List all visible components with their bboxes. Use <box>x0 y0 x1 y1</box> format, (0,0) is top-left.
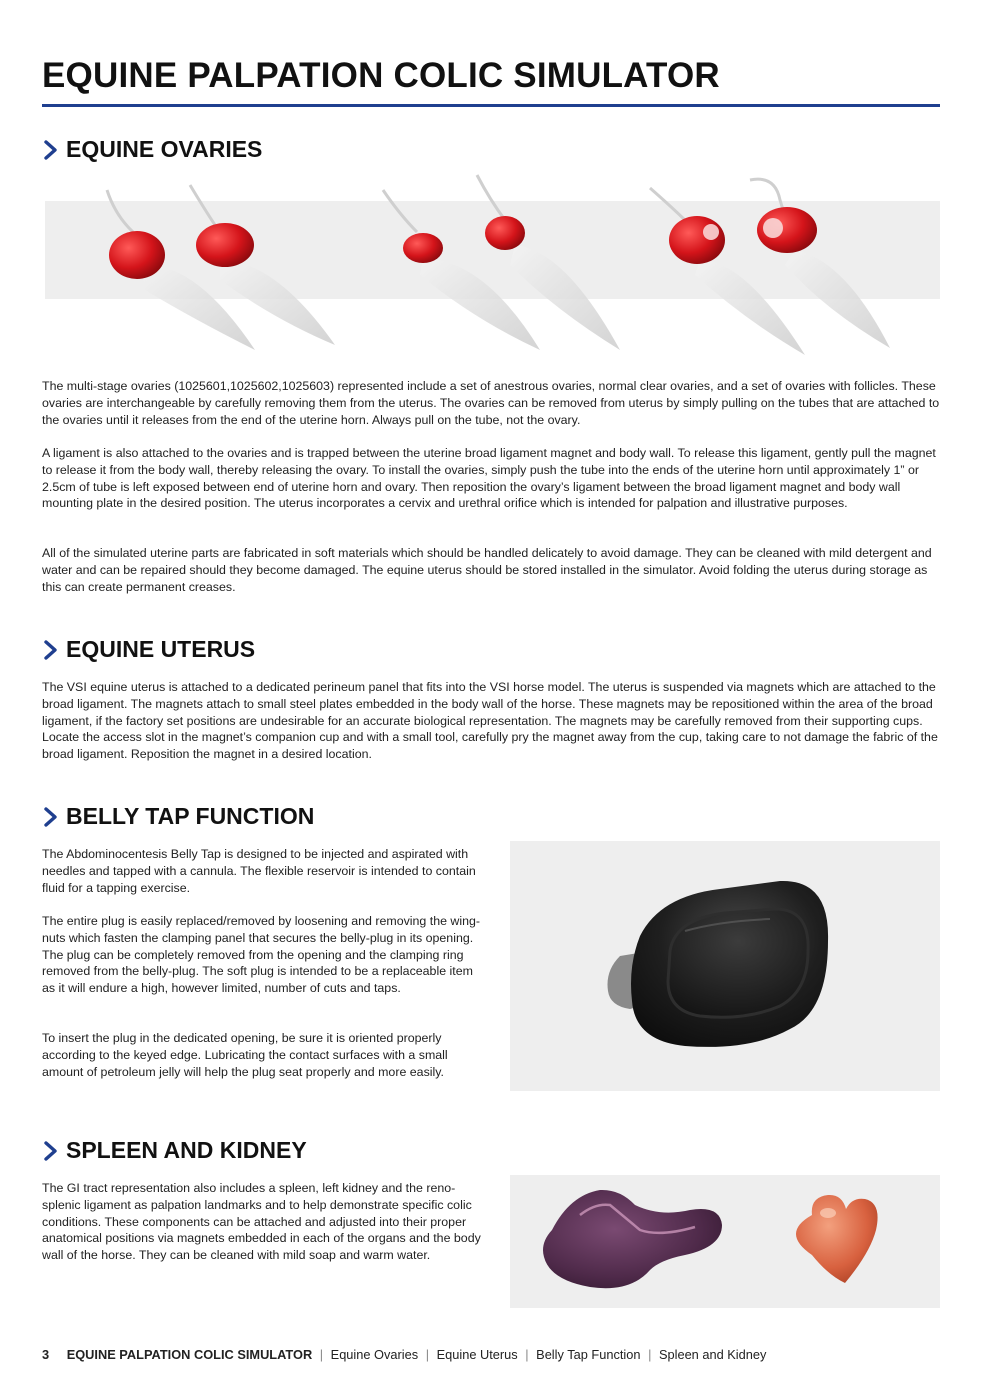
page-number: 3 <box>42 1347 50 1362</box>
ovaries-paragraph-3: All of the simulated uterine parts are fabricated in soft materials which should be handled delicately to avoid damage. They can be cleaned with mild detergent and water and can be repaired should they become damaged. The equine uterus should be stored installed in the simulator. Avoid folding the uterus during storage as this can create permanent creases. <box>42 546 932 594</box>
footer-separator: | <box>319 1347 324 1362</box>
section-heading-uterus <box>42 636 255 663</box>
footer-separator: | <box>648 1347 652 1362</box>
section-heading-label: EQUINE OVARIES <box>66 136 263 162</box>
ovaries-paragraph-2: A ligament is also attached to the ovaries and is trapped between the uterine broad ligament magnet and body wall. To release this ligament, gently pull the magnet to release it from the body wall, thereby releasing the ovary. To install the ovaries, simply push the tube into the ends of the uterine horn until approximately 1” or 2.5cm of tube is left exposed between end of uterine horn and ovary. Then reposition the ovary’s ligament between the broad ligament magnet and body wall mounting plate in the desired position. The uterus incorporates a cervix and urethral orifice which is intended for palpation and illustrative purposes. <box>42 446 936 511</box>
ovaries-paragraph-1: The multi-stage ovaries (1025601,1025602,1025603) represented include a set of anestrous ovaries, normal clear ovaries, and a set of ovaries with follicles. These ovaries are interchangeable by carefully removing them from the uterus. The ovaries can be removed from uterus by simply pulling on the tubes that are attached to the ovaries until it releases from the end of the uterine horn. Always pull on the tube, not the ovary. <box>42 379 940 427</box>
page-footer <box>42 1347 766 1362</box>
section-heading-spleen-kidney <box>42 1137 307 1164</box>
spleen <box>543 1190 722 1288</box>
chevron-right-icon <box>42 639 60 661</box>
spleen-kidney-illustration <box>510 1175 940 1308</box>
footer-crumb: Spleen and Kidney <box>658 1347 767 1362</box>
section-heading-ovaries <box>42 136 262 163</box>
ovaries-image <box>45 170 940 360</box>
footer-separator: | <box>525 1347 529 1362</box>
page-title: EQUINE PALPATION COLIC SIMULATOR <box>42 56 720 95</box>
section-heading-label: EQUINE UTERUS <box>66 636 256 662</box>
section-heading-label: SPLEEN AND KIDNEY <box>66 1137 307 1163</box>
footer-separator: | <box>425 1347 430 1362</box>
belly-tap-paragraph-3: To insert the plug in the dedicated opening, be sure it is oriented properly according to the keyed edge. Lubricating the contact surfaces with a small amount of petroleum jelly will help the plug seat properly and more easily. <box>42 1031 448 1079</box>
section-heading-label: BELLY TAP FUNCTION <box>66 803 315 829</box>
chevron-right-icon <box>42 806 60 828</box>
kidney <box>796 1195 878 1283</box>
chevron-right-icon <box>42 1140 60 1162</box>
spleen-kidney-paragraph-1: The GI tract representation also includes a spleen, left kidney and the reno-splenic ligament as palpation landmarks and to help demonstrate specific colic conditions. These components can be attached and adjusted into their proper anatomical positions via magnets embedded in each of the organs and the body wall of the horse. They can be cleaned with mild soap and warm water. <box>42 1181 481 1263</box>
belly-tap-paragraph-1: The Abdominocentesis Belly Tap is designed to be injected and aspirated with needles and tapped with a cannula. The flexible reservoir is intended to contain fluid for a tapping exercise. <box>42 847 476 895</box>
follicle-ovaries <box>650 179 890 355</box>
spleen-kidney-image <box>510 1175 940 1308</box>
anestrous-ovaries <box>107 185 335 350</box>
belly-plug-illustration <box>510 841 940 1091</box>
belly-plug-image <box>510 841 940 1091</box>
footer-crumb: Equine Uterus <box>436 1347 518 1362</box>
clear-ovaries <box>383 175 620 350</box>
chevron-right-icon <box>42 139 60 161</box>
section-heading-belly-tap <box>42 803 314 830</box>
title-rule <box>42 104 940 107</box>
uterus-paragraph-1: The VSI equine uterus is attached to a dedicated perineum panel that fits into the VSI horse model. The uterus is suspended via magnets which are attached to the broad ligament. The magnets attach to small steel plates embedded in the body wall of the horse. These magnets may be repositioned within the area of the broad ligament, if the factory set positions are undesirable for an accurate biological representation. The magnets may be carefully removed from their supporting cups. Locate the access slot in the magnet’s companion cup and with a small tool, carefully pry the magnet away from the cup, taking care to not damage the fabric of the broad ligament. Reposition the magnet in a desired location. <box>42 680 938 762</box>
footer-crumb: Equine Ovaries <box>330 1347 419 1362</box>
footer-crumb: Belly Tap Function <box>536 1347 641 1362</box>
belly-tap-paragraph-2: The entire plug is easily replaced/removed by loosening and removing the wing-nuts which fasten the clamping panel that secures the belly-plug in its opening. The plug can be completely removed from the opening and the clamping ring removed from the belly-plug. The soft plug is intended to be a replaceable item as it will endure a high, however limited, number of cuts and taps. <box>42 914 481 996</box>
footer-doc-title: EQUINE PALPATION COLIC SIMULATOR <box>66 1347 313 1362</box>
